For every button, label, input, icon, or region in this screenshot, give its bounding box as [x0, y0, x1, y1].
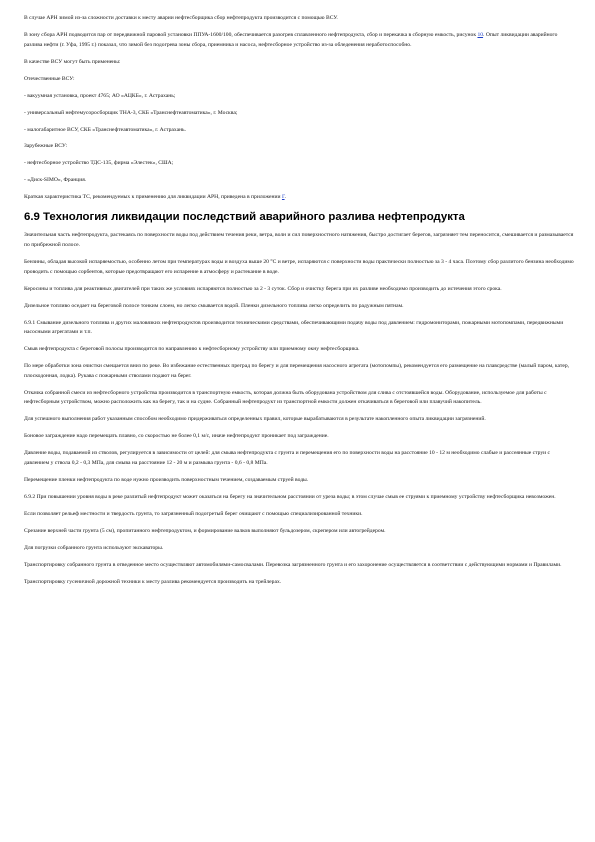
paragraph: Смыв нефтепродукта с береговой полосы производится по направлению к нефтесборному устройству или приемному окну нефтесборщика. [24, 346, 360, 353]
list-item: - вакуумная установка, проект 4765; АО «АЦКБ», г. Астрахань; [24, 92, 176, 99]
paragraph: В качестве ВСУ могут быть применены: [24, 58, 121, 65]
paragraph: Для погрузки собранного грунта используют экскаваторы. [24, 544, 164, 551]
paragraph: Значительная часть нефтепродукта, растекаясь по поверхности воды под действием течения реки, ветра, волн и сил поверхностного натяжения, быстро достигает берегов, загрязняет тем переносится, смешивается и размазывается по прибрежной полосе. [24, 232, 574, 249]
paragraph: Срезание верхней части грунта (5 см), пропитанного нефтепродуктом, и формирование валков выполняют бульдозером, скрепером или автогрейдером. [24, 527, 386, 534]
paragraph: Перемещение пленки нефтепродукта по воде нужно производить поверхностным течением, создаваемым струей воды. [24, 476, 309, 483]
section-bottom [24, 231, 575, 587]
paragraph: Зарубежные ВСУ: [24, 143, 68, 150]
paragraph: Отечественные ВСУ: [24, 75, 75, 82]
figure-link[interactable]: 10 [477, 31, 484, 38]
paragraph: Для успешного выполнения работ указанным способом необходимо придерживаться определенных правил, которые вырабатываются в результате накопленного опыта ликвидации загрязнений. [24, 416, 486, 423]
paragraph: В случае АРН зимой из-за сложности доставки к месту аварии нефтесборщика сбор нефтепродукта производится с помощью ВСУ. [24, 15, 338, 21]
section-heading: 6.9 Технология ликвидации последствий аварийного разлива нефтепродукта [24, 211, 465, 224]
section-top [24, 14, 575, 203]
paragraph-text: В зону сбора АРН подводится пар от передвижной паровой установки ППУА-1600/100, обеспечивается разогрев сплавленного нефтепродукта, сбор и перекачка в сборную емкость, рисунок [24, 31, 478, 38]
paragraph: 6.9.2 При повышении уровня воды в реке разлитый нефтепродукт может оказаться на берегу на значительном расстоянии от уреза воды; в этом случае смыв ее струями к приемному устройству нефтесборщика невозможен. [24, 493, 556, 500]
paragraph: Боновое заграждение надо перемещать плавно, со скоростью не более 0,1 м/с, иначе нефтепродукт проникает под заграждение. [24, 433, 329, 440]
paragraph-text: . [284, 194, 286, 201]
paragraph [24, 193, 575, 203]
paragraph: Давление воды, подаваемой из стволов, регулируется в зависимости от целей: для смыва нефтепродукта с грунта и перемещения его по поверхности воды на расстояние 10 - 12 м необходимо слабые и рассеянные струи с давлением у ствола 0,2 - 0,3 МПа, для смыва на расстояние 12 - 20 м и размыва грунта - 0,6 - 0,8 МПа. [24, 450, 551, 466]
list-item: - нефтесборное устройство ТДС-135, фирма «Элестек», США; [24, 160, 174, 167]
list-item: - универсальный нефтемусоросборщик ТНА-3, СКБ «Транснефтеавтоматика», г. Москва; [24, 109, 238, 116]
appendix-link[interactable]: Г [281, 194, 285, 201]
paragraph: Откачка собранной смеси из нефтесборного устройства производится в транспортную емкость, которая должна быть оборудована устройством для слива с отстоявшейся воды. Оборудование, используемое для работы с нефтесборным устройством, можно расположить как на берегу, так и на судне. Собранный нефтепродукт из транспортной емкости должен откачиваться в береговой или плавучий накопитель. [24, 389, 547, 406]
list-item: - «Диск-SIMO», Франция. [24, 177, 87, 184]
paragraph-text: . Опыт ликвидации аварийного разлива нефти (г. Уфа, 1995 г.) показал, что зимой без подогрева зоны сбора, приемника и насоса, нефтесборное устройство из-за обледенения неработоспособно. [24, 31, 558, 48]
paragraph [24, 31, 575, 50]
paragraph: Керосины и топлива для реактивных двигателей при таких же условиях испаряются полностью за 2 - 3 суток. Сбор и очистку берега при их разливе необходимо производить до истечения этого срока. [24, 285, 502, 292]
paragraph: Если позволяет рельеф местности и твердость грунта, то загрязненный подогретый берег очищают с помощью специализированной техники. [24, 510, 363, 517]
paragraph-text: Краткая характеристика ТС, рекомендуемых к применению для ликвидации АРН, приведена в приложении [24, 194, 282, 201]
list-item: - малогабаритное ВСУ, СКБ «Транснефтеавтоматика», г. Астрахань. [24, 126, 187, 133]
paragraph: Транспортировку собранного грунта в отведенное место осуществляют автомобилями-самосвалами. Перевозка загрязненного грунта и его захоронение осуществляется в соответствии с действующими нормами и Правилами. [24, 561, 562, 568]
paragraph: 6.9.1 Смывание дизельного топлива и других маловязких нефтепродуктов производится техническими средствами, обеспечивающими подачу воды под давлением: гидромониторами, пожарными мотопомпами, передвижными насосными агрегатами и т.п. [24, 319, 564, 336]
paragraph: По мере обработки зона очистки смещается вниз по реке. Во избежание естественных преград по берегу и для перемещения насосного агрегата (мотопомпы), рекомендуется его размещение на плавсредстве (малый паром, катер, плоскодонная, лодка). Рукава с пожарными стволами подают на берег. [24, 363, 570, 379]
paragraph: Дизельное топливо оседает на береговой полосе тонким слоем, но легко смывается водой. Пленки дизельного топлива легко определить по радужным пятнам. [24, 302, 404, 309]
paragraph: Бензины, обладая высокой испаряемостью, особенно летом при температурах воды и воздуха выше 20 °C и ветре, испаряются с поверхности воды практически полностью за 3 - 4 часа. Поэтому сбор разлитого бензина необходимо проводить с помощью сорбентов, которые предотвращают его испарение в атмосферу и растекание в воде. [24, 259, 574, 275]
paragraph: Транспортировку гусеничной дорожной техники к месту разлива рекомендуется производить на трейлерах. [24, 578, 282, 585]
